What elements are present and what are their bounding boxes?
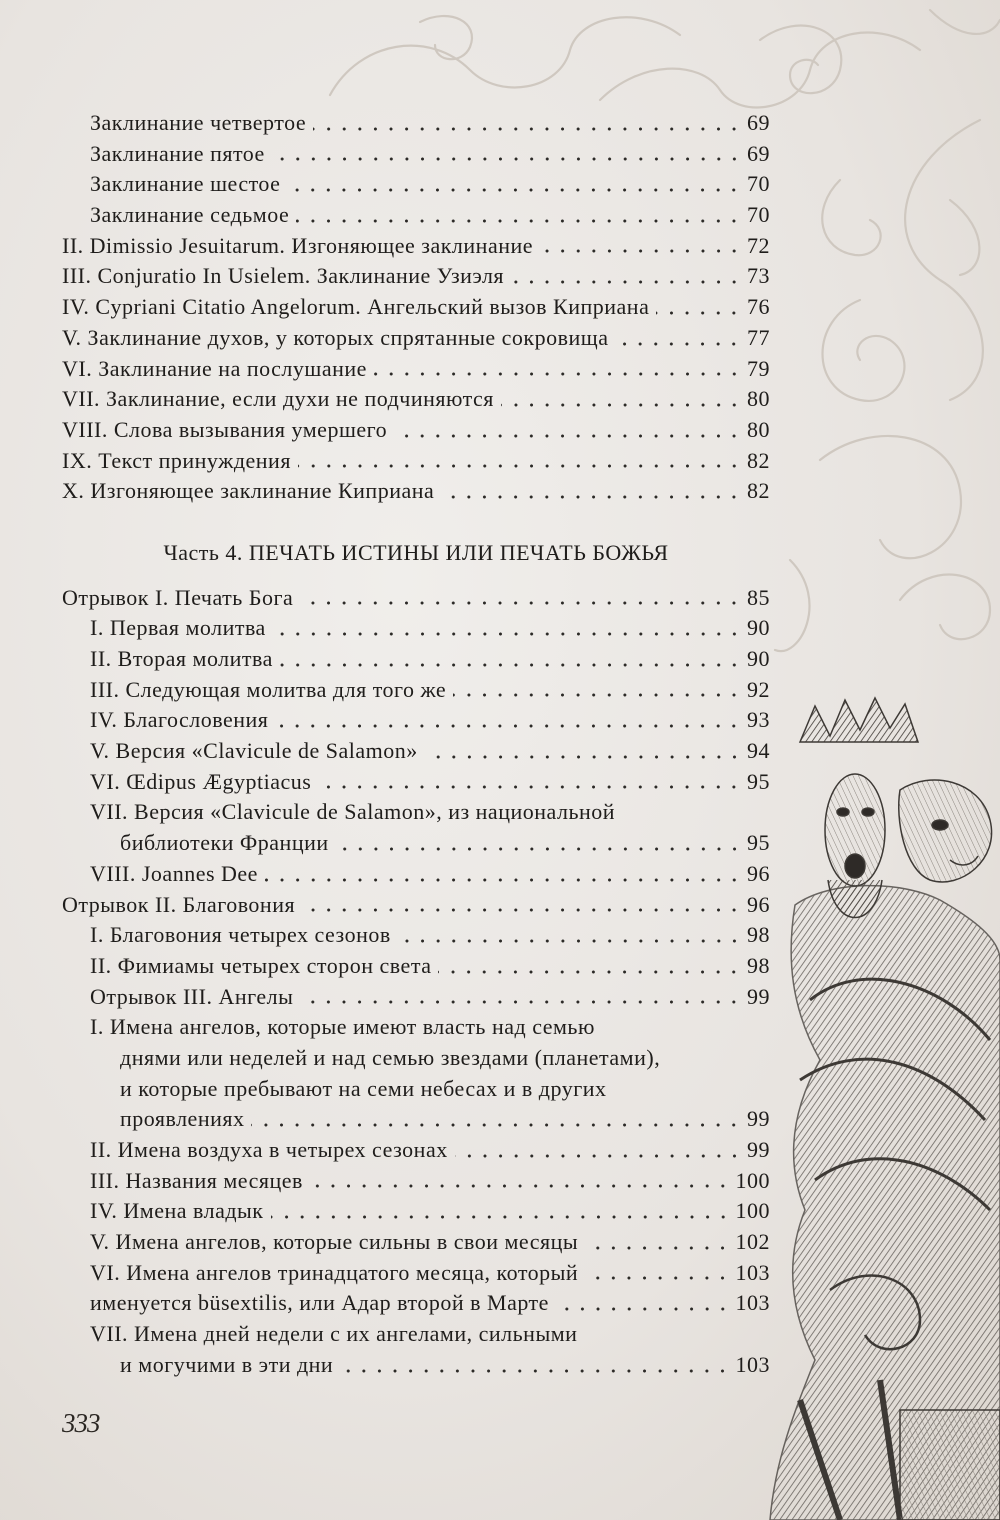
- toc-entry-title: библиотеки Франции: [120, 830, 329, 856]
- toc-entry-title: VI. Заклинание на послушание: [62, 355, 367, 381]
- toc-entry: [62, 644, 770, 675]
- dot-leader: [310, 1166, 731, 1197]
- toc-entry-title: III. Следующая молитва для того же: [90, 676, 447, 702]
- dot-leader: [313, 108, 742, 139]
- toc-entry: [62, 261, 770, 292]
- dot-leader: [438, 951, 742, 982]
- toc-entry-title: III. Названия месяцев: [90, 1167, 303, 1193]
- toc-entry-page: 80: [747, 416, 770, 442]
- toc-entry: [62, 982, 770, 1013]
- toc-entry-page: 90: [747, 646, 770, 671]
- dot-leader: [318, 767, 742, 798]
- dot-leader: [251, 1104, 742, 1135]
- toc-entry: [62, 169, 770, 200]
- toc-entry-page: 90: [747, 615, 770, 641]
- dot-leader: [296, 200, 742, 231]
- toc-entry-title: днями или неделей и над семью звездами (планетами),: [120, 1044, 661, 1070]
- toc-entry: [62, 767, 770, 798]
- toc-entry-title: VIII. Слова вызывания умершего: [62, 416, 388, 442]
- toc-entry: [62, 1012, 770, 1043]
- toc-entry-page: 80: [747, 386, 770, 412]
- toc-entry-title: IX. Текст принуждения: [62, 447, 291, 473]
- toc-entry-title: и могучими в эти дни: [120, 1351, 334, 1377]
- toc-entry: [62, 890, 770, 921]
- toc-entry: [62, 354, 770, 385]
- dot-leader: [273, 613, 742, 644]
- dot-leader: [425, 736, 742, 767]
- part-heading: Часть 4. ПЕЧАТЬ ИСТИНЫ ИЛИ ПЕЧАТЬ БОЖЬЯ: [163, 539, 669, 565]
- toc-entry-page: 69: [747, 110, 770, 135]
- toc-entry-page: 100: [735, 1167, 770, 1193]
- dot-leader: [287, 169, 742, 200]
- toc-entry: [62, 476, 770, 507]
- toc-entry: [62, 705, 770, 736]
- toc-entry: [62, 613, 770, 644]
- dot-leader: [453, 675, 742, 706]
- toc-entry-title: проявлениях: [120, 1106, 245, 1132]
- dot-leader: [272, 139, 742, 170]
- dot-leader: [398, 920, 742, 951]
- toc-entry: [62, 1135, 770, 1166]
- dot-leader: [656, 292, 742, 323]
- dot-leader: [511, 261, 742, 292]
- toc-entry-continuation: [62, 1043, 770, 1074]
- toc-entry-title: Заклинание четвертое: [90, 110, 307, 135]
- toc-entry: [62, 139, 770, 170]
- toc-entry: [62, 1196, 770, 1227]
- toc-entry: [62, 231, 770, 262]
- toc-entry-title: X. Изгоняющее заклинание Киприана: [62, 478, 435, 504]
- toc-entry-continuation: [62, 1104, 770, 1135]
- toc-entry-title: Отрывок I. Печать Бога: [62, 584, 294, 610]
- toc-entry-continuation: [62, 1074, 770, 1105]
- toc-entry-title: II. Фимиамы четырех сторон света: [90, 952, 432, 978]
- toc-entry-title: VII. Версия «Clavicule de Salamon», из национальной: [90, 799, 616, 825]
- dot-leader: [300, 583, 742, 614]
- toc-entry-title: и которые пребывают на семи небесах и в других: [120, 1075, 607, 1101]
- engraving-illustration: [770, 698, 1000, 1520]
- toc-entry-title: V. Имена ангелов, которые сильны в свои месяцы: [90, 1229, 579, 1255]
- toc-entry-page: 76: [747, 294, 770, 320]
- toc-entry-page: 99: [747, 1106, 770, 1132]
- dot-leader: [455, 1135, 742, 1166]
- toc-entry-title: Отрывок II. Благовония: [62, 891, 296, 917]
- toc-entry-title: I. Имена ангелов, которые имеют власть над семью: [90, 1014, 595, 1040]
- toc-entry-page: 82: [747, 447, 770, 473]
- toc-entry: [62, 108, 770, 139]
- toc-entry-page: 98: [747, 922, 770, 948]
- toc-entry-title: Отрывок III. Ангелы: [90, 983, 294, 1009]
- toc-entry-title: IV. Имена владык: [90, 1198, 264, 1224]
- toc-entry-page: 92: [747, 676, 770, 702]
- toc-entry-page: 79: [747, 355, 770, 381]
- dot-leader: [271, 1196, 731, 1227]
- toc-entry-page: 94: [747, 738, 770, 764]
- toc-entry: [62, 583, 770, 614]
- toc-entry-page: 70: [747, 202, 770, 228]
- dot-leader: [302, 890, 742, 921]
- toc-entry: [62, 384, 770, 415]
- toc-entry-title: IV. Cypriani Citatio Angelorum. Ангельский вызов Киприана: [62, 294, 650, 320]
- dot-leader: [300, 982, 742, 1013]
- toc-entry-page: 103: [735, 1290, 770, 1316]
- toc-entry-title: Заклинание пятое: [90, 140, 265, 166]
- dot-leader: [540, 231, 742, 262]
- page-number: 333: [62, 1408, 100, 1438]
- dot-leader: [275, 705, 742, 736]
- dot-leader: [265, 859, 742, 890]
- toc-entry-page: 98: [747, 952, 770, 978]
- toc-entry-page: 95: [747, 768, 770, 794]
- toc-entry-page: 99: [747, 983, 770, 1009]
- toc-entry-title: IV. Благословения: [90, 707, 269, 733]
- toc-entry: [62, 323, 770, 354]
- toc-entry-page: 82: [747, 478, 770, 504]
- toc-entry: [62, 675, 770, 706]
- toc-entry-page: 103: [735, 1259, 770, 1285]
- toc-entry-page: 70: [747, 171, 770, 197]
- toc-entry-title: I. Первая молитва: [90, 615, 266, 641]
- toc-entry-page: 69: [747, 140, 770, 166]
- toc-entry: [62, 797, 770, 828]
- dot-leader: [394, 415, 742, 446]
- toc-entry: [62, 292, 770, 323]
- toc-entry: [62, 1288, 770, 1319]
- toc-entry-title: II. Вторая молитва: [90, 646, 273, 671]
- dot-leader: [280, 644, 742, 675]
- toc-entry-title: VII. Имена дней недели с их ангелами, сильными: [90, 1321, 578, 1347]
- toc-entry-page: 103: [735, 1351, 770, 1377]
- toc-entry: [62, 1258, 770, 1289]
- toc-entry: [62, 446, 770, 477]
- toc-entry-title: I. Благовония четырех сезонов: [90, 922, 391, 948]
- toc-entry-page: 73: [747, 263, 770, 289]
- toc-entry-page: 100: [735, 1198, 770, 1224]
- toc-entry-title: именуется büsextilis, или Адар второй в Марте: [90, 1290, 549, 1316]
- dot-leader: [585, 1258, 730, 1289]
- toc-entry-title: VI. Œdipus Ægyptiacus: [90, 768, 312, 794]
- toc-entry-page: 99: [747, 1137, 770, 1162]
- toc-entry-page: 96: [747, 860, 770, 886]
- toc-entry: [62, 200, 770, 231]
- dot-leader: [374, 354, 742, 385]
- toc-entry-title: II. Dimissio Jesuitarum. Изгоняющее заклинание: [62, 232, 534, 258]
- toc-entry-title: III. Conjuratio In Usielem. Заклинание Узиэля: [62, 263, 505, 289]
- toc-entry: [62, 736, 770, 767]
- toc-entry-title: II. Имена воздуха в четырех сезонах: [90, 1137, 448, 1162]
- dot-leader: [336, 828, 742, 859]
- toc-entry-title: Заклинание седьмое: [90, 202, 290, 228]
- toc-entry-title: Заклинание шестое: [90, 171, 281, 197]
- toc-entry: [62, 859, 770, 890]
- toc-entry: [62, 1227, 770, 1258]
- toc-entry: [62, 1166, 770, 1197]
- toc-entry: [62, 920, 770, 951]
- toc-entry: [62, 415, 770, 446]
- dot-leader: [615, 323, 742, 354]
- toc-entry-page: 77: [747, 324, 770, 350]
- toc-entry: [62, 951, 770, 982]
- toc-entry-title: VIII. Joannes Dee: [90, 860, 258, 886]
- dot-leader: [501, 384, 742, 415]
- dot-leader: [585, 1227, 730, 1258]
- toc-entry-page: 85: [747, 584, 770, 610]
- toc-entry-title: VI. Имена ангелов тринадцатого месяца, который: [90, 1259, 579, 1285]
- toc-entry-page: 95: [747, 830, 770, 856]
- dot-leader: [340, 1350, 730, 1381]
- toc-entry-title: VII. Заклинание, если духи не подчиняются: [62, 386, 494, 412]
- dot-leader: [298, 446, 742, 477]
- toc-entry-continuation: [62, 828, 770, 859]
- toc-entry-page: 96: [747, 891, 770, 917]
- toc-entry-title: V. Версия «Clavicule de Salamon»: [90, 738, 418, 764]
- dot-leader: [441, 476, 742, 507]
- toc-entry-page: 102: [735, 1229, 770, 1255]
- toc-entry-continuation: [62, 1350, 770, 1381]
- dot-leader: [556, 1288, 731, 1319]
- toc-entry-title: V. Заклинание духов, у которых спрятанные сокровища: [62, 324, 609, 350]
- toc-entry-page: 72: [747, 232, 770, 258]
- toc-entry: [62, 1319, 770, 1350]
- toc-entry-page: 93: [747, 707, 770, 733]
- table-of-contents: [62, 108, 770, 1381]
